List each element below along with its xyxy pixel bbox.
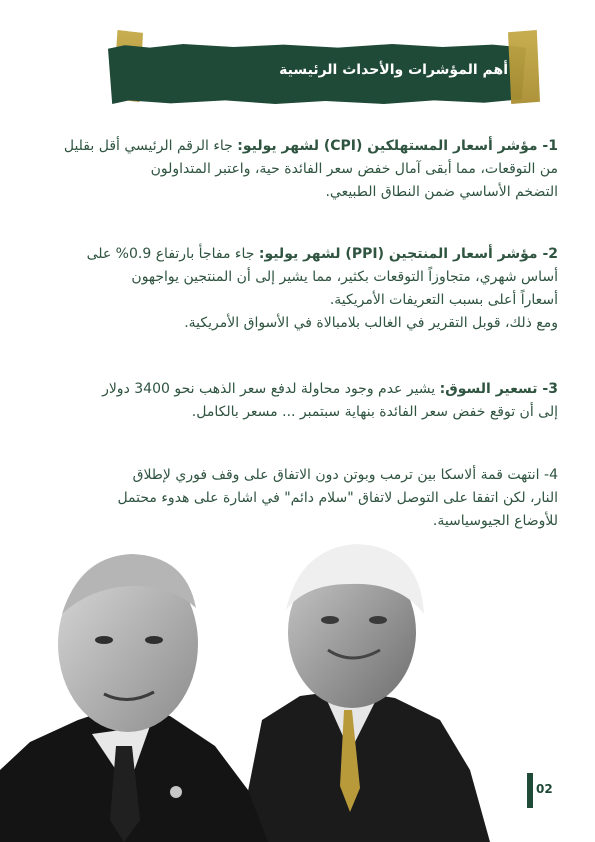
paragraph-market-pricing	[38, 378, 558, 424]
right-figure	[238, 544, 490, 842]
paragraph-line: التضخم الأساسي ضمن النطاق الطبيعي.	[325, 184, 558, 200]
page-number: 02	[536, 782, 553, 796]
paragraph-line: 4- انتهت قمة ألاسكا بين ترمب وبوتن دون الاتفاق على وقف فوري لإطلاق	[132, 467, 558, 483]
page-number-marker	[527, 773, 533, 808]
paragraph-ppi	[38, 243, 558, 335]
paragraph-line: ومع ذلك، قوبل التقرير في الغالب بلامبالاة في الأسواق الأمريكية.	[184, 315, 558, 331]
left-figure	[0, 554, 268, 842]
paragraph-line: إلى أن توقع خفض سعر الفائدة بنهاية سبتمبر ... مسعر بالكامل.	[191, 404, 558, 420]
paragraph-line: النار، لكن اتفقا على التوصل لاتفاق "سلام دائم" في اشارة على هدوء محتمل	[117, 490, 558, 506]
paragraph-cpi	[38, 135, 558, 204]
paragraph-line: جاء مفاجأ بارتفاع 0.9% على	[86, 246, 255, 262]
paragraph-line: جاء الرقم الرئيسي أقل بقليل	[63, 138, 233, 154]
page-title: أهم المؤشرات والأحداث الرئيسية	[279, 62, 508, 78]
paragraph-line: يشير عدم وجود محاولة لدفع سعر الذهب نحو 3400 دولار	[102, 381, 436, 397]
paragraph-line: من التوقعات، مما أبقى آمال خفض سعر الفائدة حية، واعتبر المتداولون	[150, 161, 558, 177]
paragraph-lead: 3- تسعير السوق:	[439, 381, 558, 397]
leaders-photo	[0, 520, 540, 842]
paragraph-lead: 2- مؤشر أسعار المنتجين (PPI) لشهر يوليو:	[258, 246, 558, 262]
paragraph-line: أساس شهري، متجاوزاً التوقعات بكثير، مما يشير إلى أن المنتجين يواجهون	[131, 269, 558, 285]
tape-decoration-right	[508, 30, 540, 104]
paragraph-lead: 1- مؤشر أسعار المستهلكين (CPI) لشهر يوليو:	[237, 138, 558, 154]
paragraph-line: أسعاراً أعلى بسبب التعريفات الأمريكية.	[329, 292, 558, 308]
paragraph-line: للأوضاع الجيوسياسية.	[432, 513, 558, 529]
